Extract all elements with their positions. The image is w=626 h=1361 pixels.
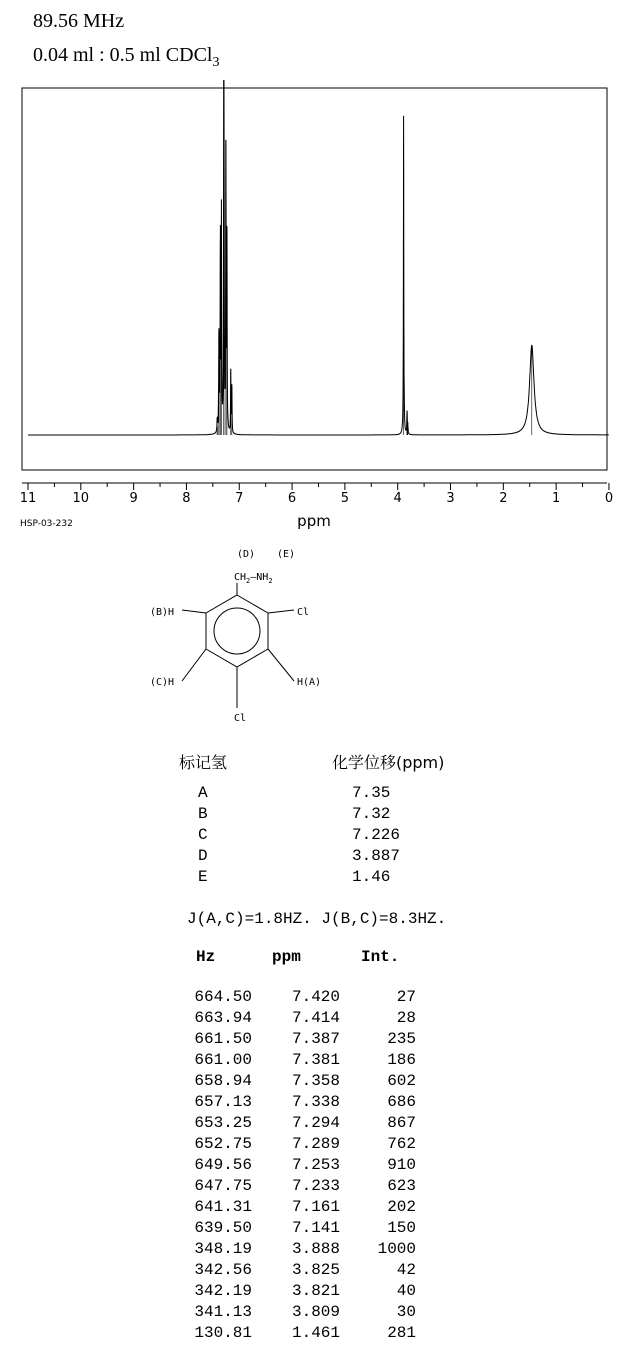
peak-ppm: 7.420 bbox=[291, 988, 340, 1006]
spectrometer-frequency: 89.56 MHz bbox=[33, 10, 125, 32]
sample-description bbox=[33, 44, 219, 71]
x-tick-label: 10 bbox=[72, 491, 90, 506]
peak-hz: 649.56 bbox=[194, 1156, 252, 1174]
cl-top: Cl bbox=[297, 607, 310, 618]
peak-ppm: 7.387 bbox=[291, 1030, 340, 1048]
shift-row-value: 7.35 bbox=[352, 784, 391, 802]
shift-row-label: C bbox=[198, 826, 208, 844]
x-tick-label: 8 bbox=[182, 491, 191, 506]
x-tick-label: 4 bbox=[393, 491, 402, 506]
sample-subscript: 3 bbox=[212, 55, 220, 70]
x-tick-label: 9 bbox=[129, 491, 138, 506]
peak-ppm: 7.253 bbox=[291, 1156, 340, 1174]
peak-ppm: 7.358 bbox=[291, 1072, 340, 1090]
peak-hz: 647.75 bbox=[194, 1177, 252, 1195]
peak-int: 602 bbox=[387, 1072, 416, 1090]
shift-row-value: 1.46 bbox=[352, 868, 391, 886]
peak-ppm: 7.289 bbox=[291, 1135, 340, 1153]
shift-row-value: 7.32 bbox=[352, 805, 391, 823]
bond-h-c bbox=[182, 649, 206, 681]
nmr-spectrum-chart bbox=[0, 80, 626, 540]
shift-row-label: D bbox=[198, 847, 208, 865]
shift-row-value: 3.887 bbox=[352, 847, 401, 865]
peak-hz: 641.31 bbox=[194, 1198, 252, 1216]
peak-hz: 348.19 bbox=[194, 1240, 252, 1258]
label-e: (E) bbox=[277, 549, 296, 560]
peak-int: 30 bbox=[396, 1303, 416, 1321]
shift-col-shift-header: 化学位移(ppm) bbox=[332, 753, 445, 772]
benzene-ring bbox=[182, 583, 294, 708]
peak-hz: 663.94 bbox=[194, 1009, 252, 1027]
coupling-constants: J(A,C)=1.8HZ. J(B,C)=8.3HZ. bbox=[187, 910, 447, 928]
h-b: (B)H bbox=[150, 607, 175, 618]
peak-hz: 653.25 bbox=[194, 1114, 252, 1132]
h-a: H(A) bbox=[297, 677, 322, 688]
peak-int: 27 bbox=[396, 988, 416, 1006]
shift-row-label: E bbox=[198, 868, 208, 886]
peak-hz: 657.13 bbox=[194, 1093, 252, 1111]
spectrum-peaks bbox=[217, 116, 532, 435]
shift-row-label: B bbox=[198, 805, 208, 823]
peak-ppm: 3.888 bbox=[291, 1240, 340, 1258]
h-c: (C)H bbox=[150, 677, 175, 688]
peak-int: 42 bbox=[396, 1261, 416, 1279]
peak-hz: 652.75 bbox=[194, 1135, 252, 1153]
peak-int: 235 bbox=[387, 1030, 416, 1048]
ring-hexagon bbox=[206, 595, 268, 667]
bond-h-a bbox=[268, 649, 294, 681]
peak-ppm: 7.381 bbox=[291, 1051, 340, 1069]
peak-int: 910 bbox=[387, 1156, 416, 1174]
x-tick-label: 11 bbox=[19, 491, 37, 506]
peak-hz: 664.50 bbox=[194, 988, 252, 1006]
x-tick-label: 6 bbox=[287, 491, 297, 506]
x-tick-label: 5 bbox=[340, 491, 350, 506]
peak-ppm: 3.825 bbox=[291, 1261, 340, 1279]
peak-header-hz: Hz bbox=[196, 948, 216, 966]
peak-hz: 130.81 bbox=[194, 1324, 252, 1342]
peak-ppm: 7.161 bbox=[291, 1198, 340, 1216]
chemical-structure bbox=[130, 540, 390, 730]
spectrum-id: HSP-03-232 bbox=[20, 519, 73, 529]
shift-col-label-header: 标记氢 bbox=[179, 753, 228, 772]
plot-frame bbox=[22, 88, 607, 470]
nh-text: —NH bbox=[250, 572, 269, 583]
peak-int: 686 bbox=[387, 1093, 416, 1111]
label-d: (D) bbox=[237, 549, 256, 560]
peak-ppm: 7.141 bbox=[291, 1219, 340, 1237]
peak-ppm: 7.338 bbox=[291, 1093, 340, 1111]
peak-int: 40 bbox=[396, 1282, 416, 1300]
peak-hz: 341.13 bbox=[194, 1303, 252, 1321]
peak-int: 867 bbox=[387, 1114, 416, 1132]
peak-header-ppm: ppm bbox=[272, 948, 301, 966]
cl-bottom: Cl bbox=[234, 713, 247, 724]
peak-int: 202 bbox=[387, 1198, 416, 1216]
peak-ppm: 3.821 bbox=[291, 1282, 340, 1300]
peak-hz: 342.19 bbox=[194, 1282, 252, 1300]
peak-hz: 639.50 bbox=[194, 1219, 252, 1237]
x-tick-label: 7 bbox=[235, 491, 244, 506]
peak-hz: 661.00 bbox=[194, 1051, 252, 1069]
peak-int: 281 bbox=[387, 1324, 416, 1342]
x-tick-label: 1 bbox=[552, 491, 561, 506]
x-tick-label: 3 bbox=[446, 491, 455, 506]
peak-ppm: 7.294 bbox=[291, 1114, 340, 1132]
peak-int: 28 bbox=[396, 1009, 416, 1027]
peak-ppm: 1.461 bbox=[291, 1324, 340, 1342]
peak-hz: 342.56 bbox=[194, 1261, 252, 1279]
ch-text: CH bbox=[234, 572, 247, 583]
peak-int: 762 bbox=[387, 1135, 416, 1153]
shift-row-label: A bbox=[198, 784, 208, 802]
peak-hz: 658.94 bbox=[194, 1072, 252, 1090]
x-tick-label: 0 bbox=[604, 491, 614, 506]
peak-header-int: Int. bbox=[361, 948, 400, 966]
peak-int: 150 bbox=[387, 1219, 416, 1237]
peak-int: 186 bbox=[387, 1051, 416, 1069]
peak-ppm: 7.233 bbox=[291, 1177, 340, 1195]
shift-row-value: 7.226 bbox=[352, 826, 401, 844]
peak-ppm: 7.414 bbox=[291, 1009, 340, 1027]
spectrum-trace bbox=[28, 80, 609, 435]
peak-ppm: 3.809 bbox=[291, 1303, 340, 1321]
x-axis-label: ppm bbox=[297, 512, 331, 530]
bond-cl-top bbox=[268, 610, 294, 613]
ch2-subscript: 2 bbox=[246, 577, 251, 585]
peak-int: 1000 bbox=[377, 1240, 416, 1258]
ring-aromatic-circle bbox=[214, 608, 260, 654]
bond-h-b bbox=[182, 610, 206, 613]
sample-text: 0.04 ml : 0.5 ml CDCl bbox=[33, 44, 213, 66]
nh2-subscript: 2 bbox=[268, 577, 273, 585]
ch2-group bbox=[234, 572, 273, 585]
x-axis bbox=[20, 483, 613, 506]
peak-hz: 661.50 bbox=[194, 1030, 252, 1048]
x-tick-label: 2 bbox=[499, 491, 508, 506]
peak-int: 623 bbox=[387, 1177, 416, 1195]
